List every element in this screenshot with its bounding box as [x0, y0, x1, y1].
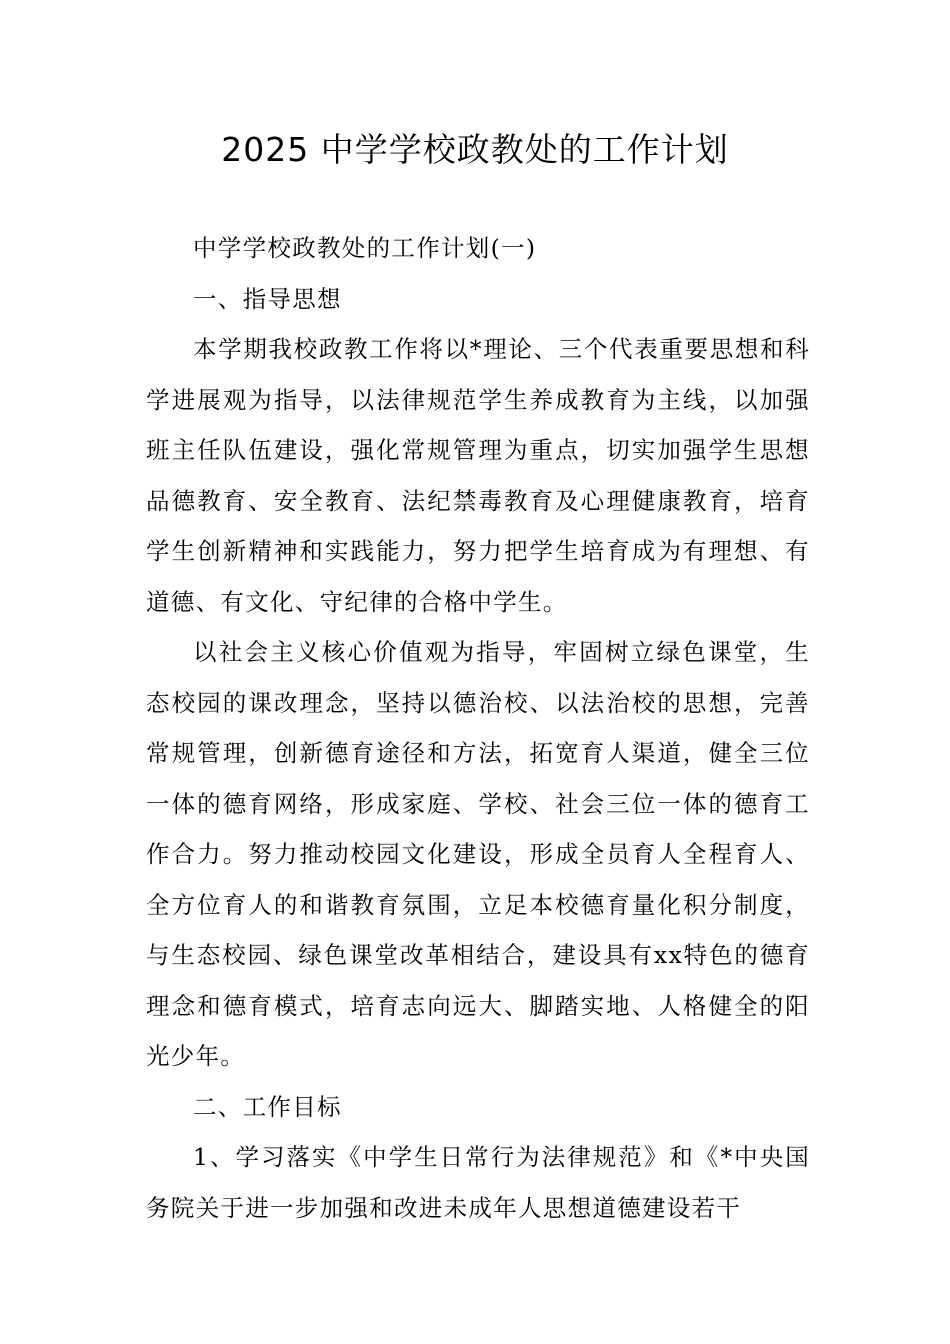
paragraph-goal-1: 1、学习落实《中学生日常行为法律规范》和《*中央国务院关于进一步加强和改进未成年人思想道德建设若干: [146, 1143, 810, 1222]
paragraph-guiding-ideology: 本学期我校政教工作将以*理论、三个代表重要思想和科学进展观为指导，以法律规范学生养成教育为主线，以加强班主任队伍建设，强化常规管理为重点，切实加强学生思想品德教育、安全教育、法纪禁毒教育及心理健康教育，培育学生创新精神和实践能力，努力把学生培育成为有理想、有道德、有文化、守纪律的合格中学生。: [146, 335, 810, 616]
document-body: [146, 223, 810, 1233]
subtitle: 中学学校政教处的工作计划(一): [193, 234, 537, 262]
paragraph-core-values: 以社会主义核心价值观为指导，牢固树立绿色课堂，生态校园的课改理念，坚持以德治校、以法治校的思想，完善常规管理，创新德育途径和方法，拓宽育人渠道，健全三位一体的德育网络，形成家庭、学校、社会三位一体的德育工作合力。努力推动校园文化建设，形成全员育人全程育人、全方位育人的和谐教育氛围，立足本校德育量化积分制度，与生态校园、绿色课堂改革相结合，建设具有xx特色的德育理念和德育模式，培育志向远大、脚踏实地、人格健全的阳光少年。: [146, 638, 810, 1070]
section-heading-work-goals: 二、工作目标: [193, 1092, 342, 1121]
document-title: 2025 中学学校政教处的工作计划: [221, 130, 729, 169]
section-heading-guiding-ideology: 一、指导思想: [193, 284, 342, 313]
